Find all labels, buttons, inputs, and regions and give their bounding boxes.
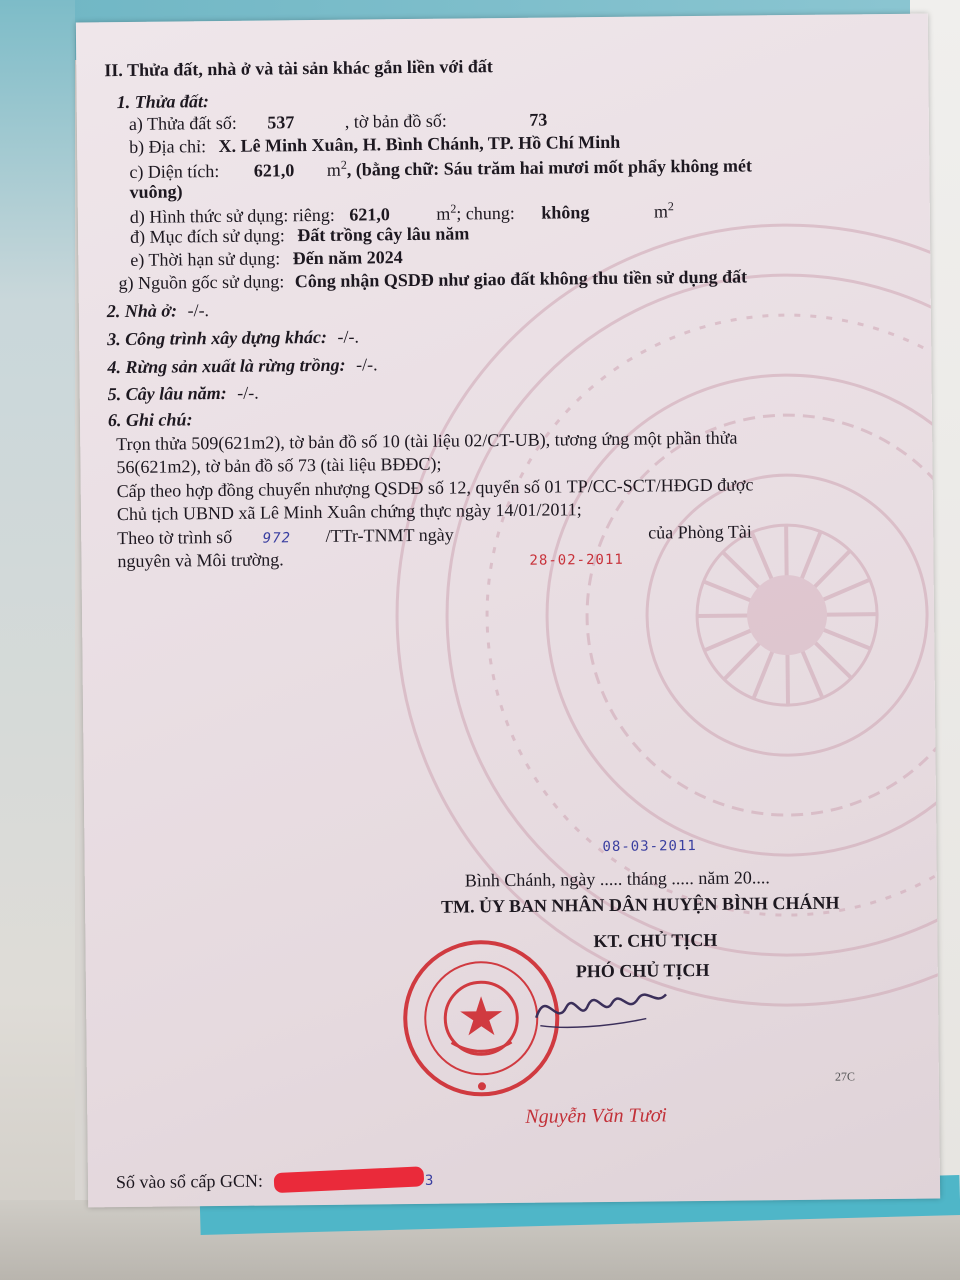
item4-heading: 4. Rừng sản xuất là rừng trồng:: [107, 354, 346, 378]
item1a-row: [129, 110, 548, 135]
certificate-page: [76, 14, 940, 1208]
item1-heading: 1. Thửa đất:: [116, 91, 210, 113]
purpose-value: Đất trồng cây lâu năm: [297, 223, 470, 246]
origin-value: Công nhận QSDĐ như giao đất không thu tiền sử dụng đất: [294, 266, 748, 292]
margin-note: 27C: [834, 1069, 855, 1084]
item1c-row: [129, 153, 752, 183]
area-in-words-cont: vuông): [129, 181, 183, 202]
map-sheet-number: 73: [529, 109, 548, 130]
item2-row: [107, 300, 209, 322]
submission-suffix: /TTr-TNMT ngày: [325, 524, 454, 546]
origin-label: g) Nguồn gốc sử dụng:: [118, 271, 285, 294]
item2-heading: 2. Nhà ở:: [106, 300, 178, 322]
gcn-label: Số vào sổ cấp GCN:: [115, 1170, 264, 1193]
note-line-1: Trọn thửa 509(621m2), tờ bản đồ số 10 (tài liệu 02/CT-UB), tương ứng một phần thửa: [116, 427, 738, 455]
area-in-words: , (bằng chữ: Sáu trăm hai mươi mốt phẩy không mét: [346, 155, 753, 180]
date-stamp-2: 08-03-2011: [602, 838, 697, 856]
item4-row: [107, 354, 377, 378]
term-value: Đến năm 2024: [292, 247, 403, 269]
authority-title: TM. ỦY BAN NHÂN DÂN HUYỆN BÌNH CHÁNH: [440, 892, 840, 917]
signer-name: Nguyễn Văn Tươi: [525, 1104, 667, 1128]
usage-form-label: d) Hình thức sử dụng: riêng:: [129, 204, 335, 227]
section-title: II. Thửa đất, nhà ở và tài sản khác gắn liền với đất: [104, 56, 493, 81]
area-label: c) Diện tích:: [129, 160, 220, 182]
submission-tail: của Phòng Tài: [648, 521, 752, 543]
item5-row: [108, 383, 259, 406]
item3-value: -/-.: [337, 326, 360, 347]
usage-unit: m: [436, 203, 451, 224]
item1dd-row: [130, 223, 469, 248]
note-line-4: Chủ tịch UBND xã Lê Minh Xuân chứng thực ngày 14/01/2011;: [116, 499, 582, 525]
item4-value: -/-.: [355, 354, 378, 375]
usage-unit-2: m: [653, 201, 669, 222]
usage-shared-value: không: [541, 202, 590, 223]
item1e-row: [130, 247, 403, 271]
note-submission-row: [117, 521, 752, 549]
area-unit: m: [326, 159, 341, 180]
address-value: X. Lê Minh Xuân, H. Bình Chánh, TP. Hồ Chí Minh: [218, 131, 621, 157]
note-line-2: 56(621m2), tờ bản đồ số 73 (tài liệu BĐĐC);: [116, 453, 442, 478]
handwritten-signature: [526, 976, 677, 1038]
submission-prefix: Theo tờ trình số: [117, 526, 233, 549]
date-stamp-1: 28-02-2011: [529, 551, 624, 569]
place-date-line: Bình Chánh, ngày ..... tháng ..... năm 20....: [464, 867, 770, 891]
area-value: 621,0: [253, 160, 295, 181]
role-vice-chair: PHÓ CHỦ TỊCH: [575, 959, 710, 982]
submission-last: nguyên và Môi trường.: [117, 549, 284, 572]
note-line-3: Cấp theo hợp đồng chuyển nhượng QSDĐ số 12, quyển số 01 TP/CC-SCT/HĐGD được: [116, 474, 754, 502]
purpose-label: đ) Mục đích sử dụng:: [129, 225, 285, 247]
item1g-row: [118, 266, 747, 294]
item5-value: -/-.: [237, 382, 259, 403]
usage-unit-sup: 2: [450, 201, 457, 216]
map-sheet-label: , tờ bản đồ số:: [344, 110, 447, 132]
item6-heading: 6. Ghi chú:: [107, 409, 193, 431]
gcn-tail: 3: [424, 1172, 435, 1189]
usage-private-value: 621,0: [349, 204, 390, 225]
parcel-label: a) Thửa đất số:: [128, 112, 237, 134]
background-surface-left: [0, 0, 75, 1280]
role-deputy-for: KT. CHỦ TỊCH: [593, 929, 718, 952]
item3-row: [107, 327, 359, 351]
term-label: e) Thời hạn sử dụng:: [130, 248, 281, 270]
parcel-number: 537: [267, 112, 295, 133]
item5-heading: 5. Cây lâu năm:: [107, 382, 227, 405]
area-unit-sup: 2: [340, 157, 347, 172]
usage-unit-2-sup: 2: [667, 199, 674, 214]
item3-heading: 3. Công trình xây dựng khác:: [107, 326, 328, 350]
item1b-row: [129, 132, 620, 158]
address-label: b) Địa chỉ:: [129, 136, 207, 157]
usage-shared-label: ; chung:: [456, 202, 515, 224]
submission-number: 972: [262, 530, 292, 547]
item2-value: -/-.: [187, 300, 210, 321]
